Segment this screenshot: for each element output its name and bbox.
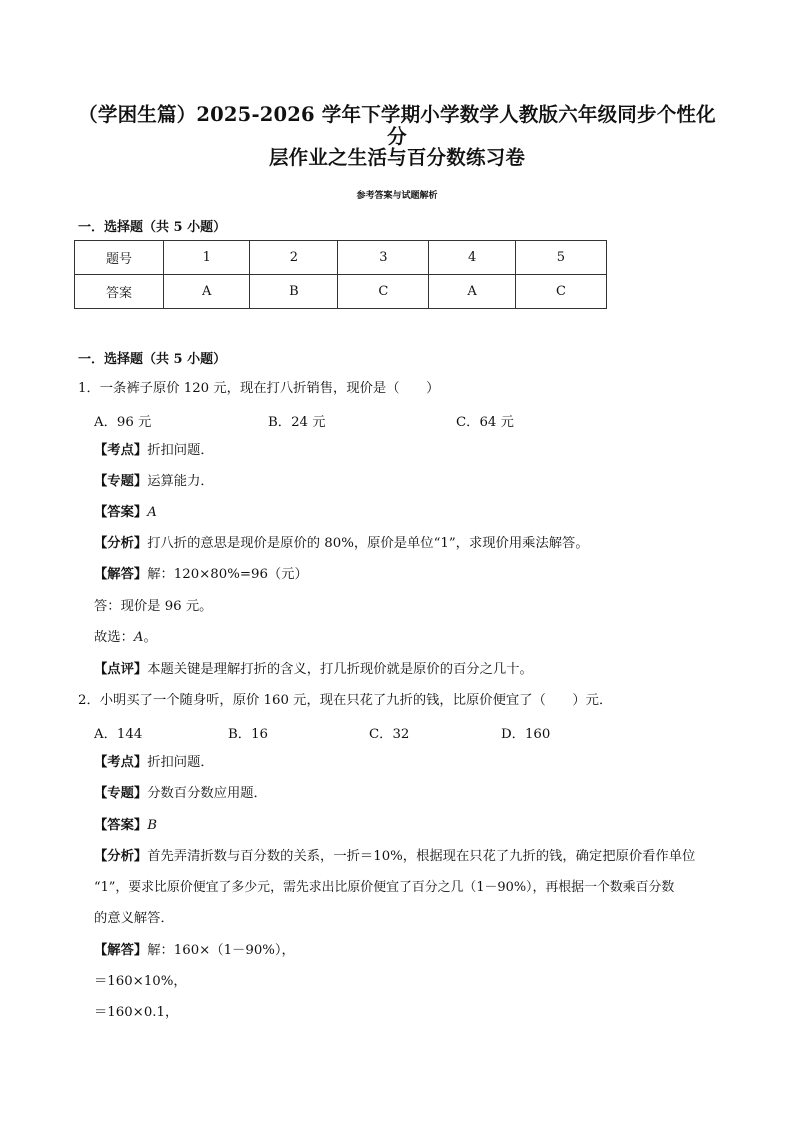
detail-section-heading: 一．选择题（共 5 小题） — [78, 352, 227, 367]
table-cell: 1 — [164, 241, 250, 275]
q1-choice-prefix: 故选： — [94, 630, 134, 645]
q1-option-b: B．24 元 — [268, 415, 326, 430]
kaodian-tag: 【考点】 — [94, 443, 148, 458]
q1-choice-line — [94, 629, 157, 647]
q1-kaodian — [94, 442, 214, 460]
q2-kaodian — [94, 754, 214, 772]
table-cell: 4 — [429, 241, 515, 275]
q2-jieda-text: 解：160×（1－90%）， — [147, 943, 295, 958]
q2-option-c: C．32 — [369, 727, 410, 742]
jieda-tag: 【解答】 — [94, 943, 148, 958]
q2-daan-text: B — [147, 818, 157, 833]
q2-option-d: D．160 — [501, 727, 551, 742]
q1-choice-letter: A — [133, 630, 144, 645]
q2-stem: 2．小明买了一个随身听，原价 160 元，现在只花了九折的钱，比原价便宜了（ ）元． — [78, 693, 613, 708]
q2-kaodian-text: 折扣问题． — [147, 755, 214, 770]
q1-kaodian-text: 折扣问题． — [147, 443, 214, 458]
table-cell: A — [164, 275, 250, 309]
q1-zhuanti — [94, 473, 214, 491]
table-header-cell: 题号 — [75, 241, 164, 275]
zhuanti-tag: 【专题】 — [94, 786, 148, 801]
q2-fenxi — [94, 848, 695, 866]
q2-zhuanti-text: 分数百分数应用题． — [147, 786, 267, 801]
table-cell: C — [338, 275, 429, 309]
q2-zhuanti — [94, 785, 267, 803]
dianping-tag: 【点评】 — [94, 662, 148, 677]
q1-stem: 1．一条裤子原价 120 元，现在打八折销售，现价是（ ） — [78, 381, 440, 396]
q1-jieda — [94, 566, 308, 584]
q1-fenxi — [94, 535, 589, 553]
kaodian-tag: 【考点】 — [94, 755, 148, 770]
table-cell: 2 — [250, 241, 338, 275]
table-cell: B — [250, 275, 338, 309]
table-row — [75, 241, 607, 275]
q1-dianping — [94, 661, 533, 679]
q2-option-a: A．144 — [94, 727, 143, 742]
document-title-line2: 层作业之生活与百分数练习卷 — [268, 146, 526, 169]
q1-jieda-text: 解：120×80%=96（元） — [147, 567, 308, 582]
q2-fenxi-line2: “1”，要求比原价便宜了多少元，需先求出比原价便宜了百分之几（1－90%），再根据一个数乘百分数 — [94, 880, 675, 895]
q1-fenxi-text: 打八折的意思是现价是原价的 80%，原价是单位“1”，求现价用乘法解答。 — [147, 536, 589, 551]
fenxi-tag: 【分析】 — [94, 849, 148, 864]
daan-tag: 【答案】 — [94, 505, 148, 520]
q2-fenxi-line3: 的意义解答． — [94, 911, 174, 926]
table-cell: 5 — [515, 241, 606, 275]
q2-step1: ＝160×10%， — [94, 974, 187, 989]
q1-option-a: A．96 元 — [94, 415, 152, 430]
q2-fenxi-text-line1: 首先弄清折数与百分数的关系，一折＝10%，根据现在只花了九折的钱，确定把原价看作单位 — [147, 849, 696, 864]
q2-daan — [94, 817, 157, 835]
q1-zhuanti-text: 运算能力． — [147, 474, 214, 489]
q2-jieda — [94, 942, 295, 960]
table-cell: C — [515, 275, 606, 309]
q1-answer-line: 答：现价是 96 元。 — [94, 599, 213, 614]
table-cell: A — [429, 275, 515, 309]
daan-tag: 【答案】 — [94, 818, 148, 833]
q1-daan — [94, 504, 157, 522]
q1-choice-suffix: 。 — [143, 630, 157, 645]
q2-option-b: B．16 — [228, 727, 268, 742]
q2-step2: ＝160×0.1， — [94, 1005, 179, 1020]
q1-daan-text: A — [147, 505, 157, 520]
jieda-tag: 【解答】 — [94, 567, 148, 582]
answer-table — [74, 240, 607, 309]
fenxi-tag: 【分析】 — [94, 536, 148, 551]
table-header-cell: 答案 — [75, 275, 164, 309]
q1-dianping-text: 本题关键是理解打折的含义，打几折现价就是原价的百分之几十。 — [147, 662, 533, 677]
q1-option-c: C．64 元 — [456, 415, 514, 430]
document-subtitle: 参考答案与试题解析 — [356, 191, 438, 201]
document-title-line1: （学困生篇）2025-2026 学年下学期小学数学人教版六年级同步个性化分 — [78, 103, 716, 148]
table-row — [75, 275, 607, 309]
answer-section-heading: 一．选择题（共 5 小题） — [78, 220, 227, 235]
zhuanti-tag: 【专题】 — [94, 474, 148, 489]
table-cell: 3 — [338, 241, 429, 275]
